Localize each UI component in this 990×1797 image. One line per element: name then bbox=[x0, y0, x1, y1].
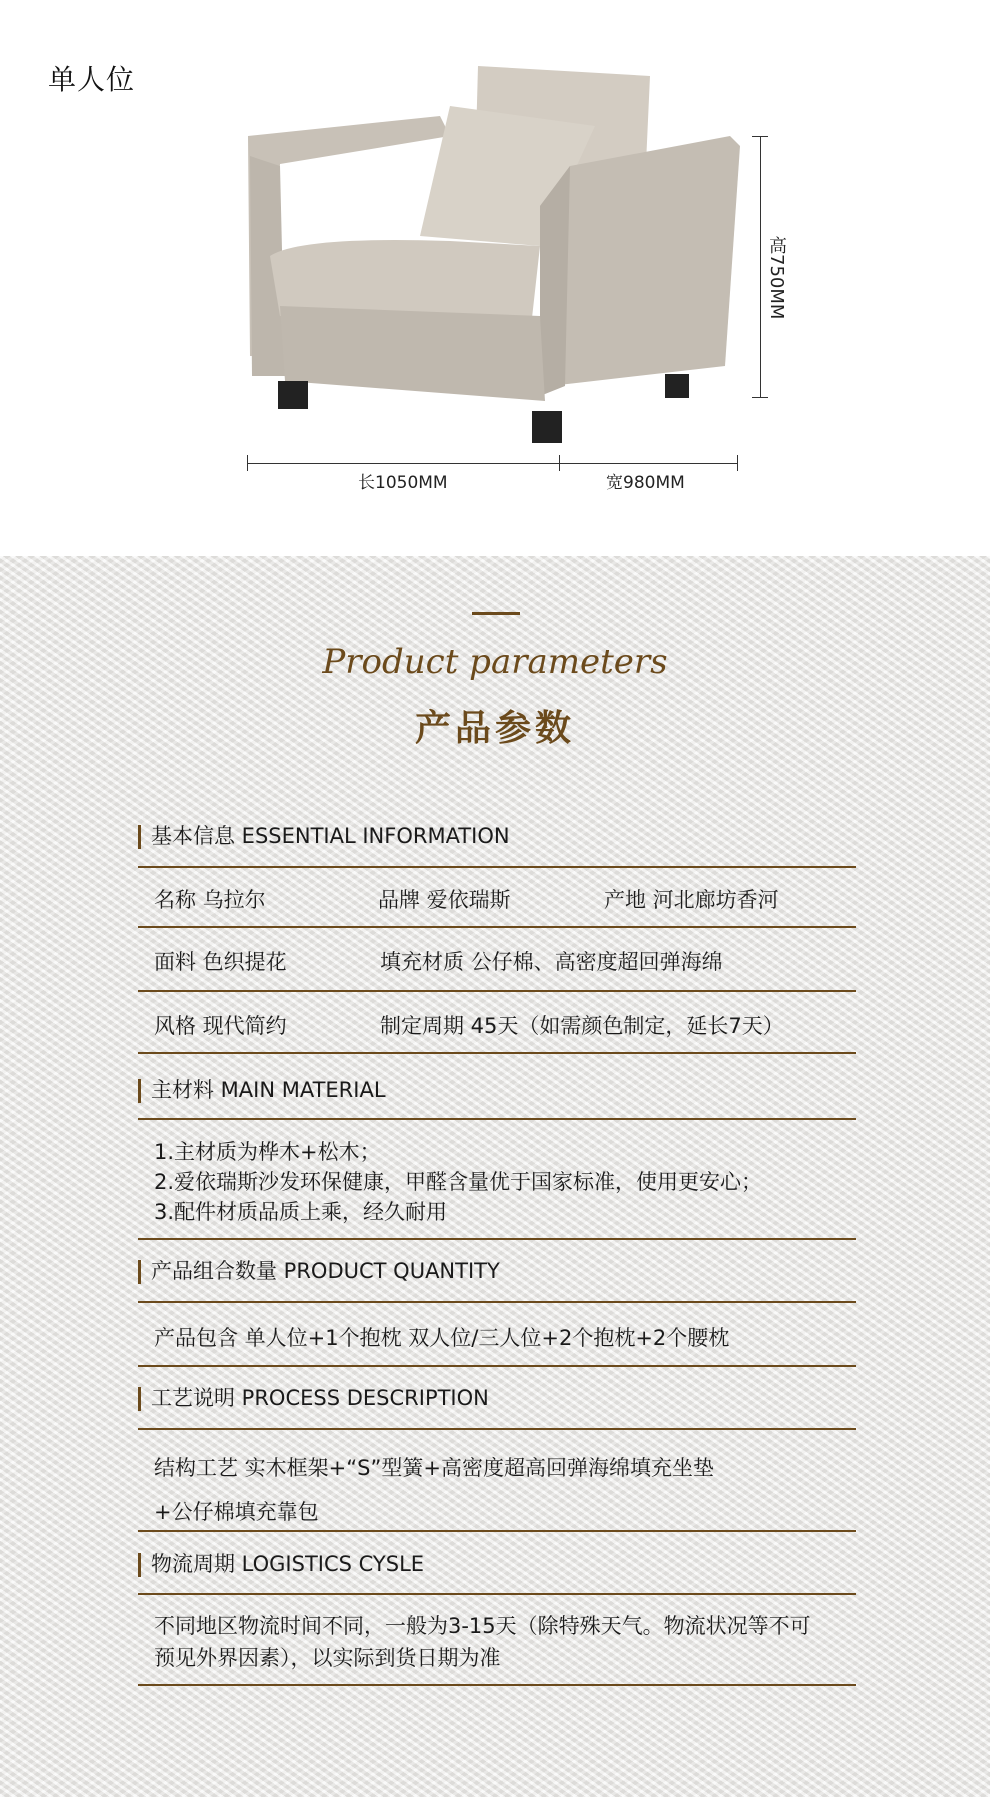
material-line: 1.主材质为桦木+松木； bbox=[154, 1140, 381, 1164]
divider bbox=[138, 1301, 856, 1303]
section-marker bbox=[138, 1553, 141, 1577]
variant-label: 单人位 bbox=[48, 63, 136, 96]
section-heading-text: 产品组合数量 PRODUCT QUANTITY bbox=[151, 1259, 500, 1283]
info-style: 风格 现代简约 bbox=[154, 1014, 287, 1038]
script-title: Product parameters bbox=[322, 642, 668, 682]
process-line: +公仔棉填充靠包 bbox=[154, 1500, 319, 1524]
divider bbox=[138, 1684, 856, 1686]
section-heading-text: 工艺说明 PROCESS DESCRIPTION bbox=[151, 1386, 489, 1410]
divider bbox=[138, 1365, 856, 1367]
height-dim-line bbox=[760, 136, 761, 398]
width-dim-line bbox=[559, 463, 737, 464]
section-heading-process bbox=[138, 1384, 489, 1412]
dim-tick bbox=[559, 455, 560, 471]
section-heading-text: 主材料 MAIN MATERIAL bbox=[151, 1078, 386, 1102]
section-marker bbox=[138, 1387, 141, 1411]
divider bbox=[138, 866, 856, 868]
section-marker bbox=[138, 1260, 141, 1284]
sofa-illustration bbox=[240, 56, 760, 456]
width-label: 宽980MM bbox=[606, 473, 685, 493]
length-label: 长1050MM bbox=[358, 473, 448, 493]
section-heading-text: 物流周期 LOGISTICS CYSLE bbox=[151, 1552, 425, 1576]
section-heading-basic bbox=[138, 822, 510, 850]
section-heading-material bbox=[138, 1076, 386, 1104]
logistics-line: 预见外界因素），以实际到货日期为准 bbox=[154, 1646, 501, 1670]
process-line: 结构工艺 实木框架+“S”型簧+高密度超高回弹海绵填充坐垫 bbox=[154, 1456, 714, 1480]
process-text bbox=[154, 1446, 714, 1534]
section-marker bbox=[138, 825, 141, 849]
quantity-line: 产品包含 单人位+1个抱枕 双人位/三人位+2个抱枕+2个腰枕 bbox=[154, 1326, 730, 1350]
info-brand: 品牌 爱依瑞斯 bbox=[378, 888, 511, 912]
length-dim-line bbox=[247, 463, 559, 464]
divider bbox=[138, 1428, 856, 1430]
info-filling: 填充材质 公仔棉、高密度超回弹海绵 bbox=[380, 950, 723, 974]
info-name: 名称 乌拉尔 bbox=[154, 888, 266, 912]
section-marker bbox=[138, 1079, 141, 1103]
material-list bbox=[154, 1137, 762, 1227]
divider bbox=[138, 926, 856, 928]
dim-tick bbox=[752, 397, 768, 398]
material-line: 3.配件材质品质上乘，经久耐用 bbox=[154, 1200, 448, 1224]
dim-tick bbox=[247, 455, 248, 471]
info-origin: 产地 河北廊坊香河 bbox=[604, 888, 779, 912]
section-heading-quantity bbox=[138, 1257, 500, 1285]
info-fabric: 面料 色织提花 bbox=[154, 950, 287, 974]
divider bbox=[138, 1052, 856, 1054]
page-title: 产品参数 bbox=[414, 708, 575, 749]
dim-tick bbox=[752, 136, 768, 137]
height-label: 高750MM bbox=[766, 236, 787, 320]
section-heading-text: 基本信息 ESSENTIAL INFORMATION bbox=[151, 824, 510, 848]
divider bbox=[138, 1530, 856, 1532]
info-lead-time: 制定周期 45天（如需颜色制定，延长7天） bbox=[380, 1014, 784, 1038]
logistics-line: 不同地区物流时间不同，一般为3-15天（除特殊天气。物流状况等不可 bbox=[154, 1614, 811, 1638]
divider bbox=[138, 1238, 856, 1240]
dim-tick bbox=[737, 455, 738, 471]
divider bbox=[138, 1118, 856, 1120]
product-image-area bbox=[0, 0, 990, 556]
logistics-text bbox=[154, 1610, 811, 1674]
material-line: 2.爱依瑞斯沙发环保健康，甲醛含量优于国家标准，使用更安心； bbox=[154, 1170, 763, 1194]
accent-bar bbox=[472, 612, 520, 615]
divider bbox=[138, 1593, 856, 1595]
section-heading-logistics bbox=[138, 1550, 424, 1578]
divider bbox=[138, 990, 856, 992]
